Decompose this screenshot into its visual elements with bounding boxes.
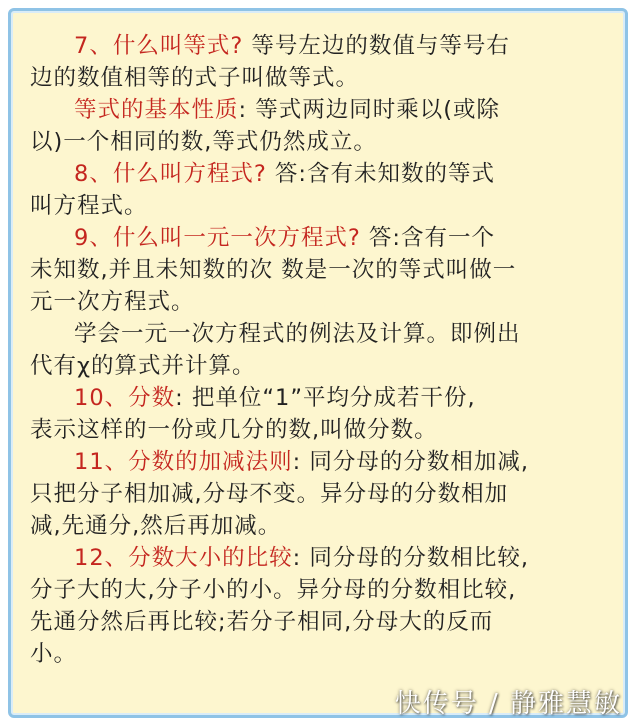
line-text: [30, 254, 600, 286]
line-text: [30, 62, 600, 94]
text-q7: 等号左边的数值与等号右: [243, 33, 510, 59]
text-q8: 答:含有未知数的等式: [266, 161, 495, 187]
line-q10: [30, 382, 600, 414]
body-text: 分子大的大,分子小的小。异分母的分数相比较,: [30, 577, 517, 603]
line-text: [30, 606, 600, 638]
body-text: 减,先通分,然后再加减。: [30, 513, 282, 539]
line-text: [30, 638, 600, 670]
text-q10: : 把单位“1”平均分成若干份,: [175, 385, 476, 411]
heading-q9: 9、什么叫一元一次方程式?: [74, 225, 361, 251]
watermark: 快传号 / 静雅慧敏: [394, 689, 622, 719]
line-q8: [30, 158, 600, 190]
body-text: 边的数值相等的式子叫做等式。: [30, 65, 360, 91]
heading-q7: 7、什么叫等式?: [74, 33, 244, 59]
text-q9: 答:含有一个: [360, 225, 495, 251]
body-text: 表示这样的一份或几分的数,叫做分数。: [30, 417, 438, 443]
line-text: [30, 286, 600, 318]
line-practice: [30, 318, 600, 350]
body-text: 先通分然后再比较;若分子相同,分母大的反而: [30, 609, 494, 635]
line-text: [30, 510, 600, 542]
line-text: [30, 574, 600, 606]
line-q11: [30, 446, 600, 478]
body-text: 学会一元一次方程式的例法及计算。即例出: [74, 321, 521, 347]
line-text: [30, 126, 600, 158]
body-text: 叫方程式。: [30, 193, 148, 219]
body-text: 未知数,并且未知数的次 数是一次的等式叫做一: [30, 257, 517, 283]
heading-q11: 11、分数的加减法则: [74, 449, 293, 475]
line-equation-property: [30, 94, 600, 126]
heading-q12: 12、分数大小的比较: [74, 545, 293, 571]
line-text: [30, 350, 600, 382]
line-text: [30, 478, 600, 510]
line-q9: [30, 222, 600, 254]
body-text: 以)一个相同的数,等式仍然成立。: [30, 129, 377, 155]
heading-q10: 10、分数: [74, 385, 176, 411]
heading-equation-property: 等式的基本性质: [74, 97, 239, 123]
document-body: [30, 30, 600, 670]
text-q11: : 同分母的分数相加减,: [292, 449, 530, 475]
body-text: 只把分子相加减,分母不变。异分母的分数相加: [30, 481, 509, 507]
body-text: 元一次方程式。: [30, 289, 195, 315]
line-text: [30, 190, 600, 222]
body-text: 代有χ的算式并计算。: [30, 353, 256, 379]
text-equation-property: : 等式两边同时乘以(或除: [238, 97, 501, 123]
body-text: 小。: [30, 641, 78, 667]
line-q7: [30, 30, 600, 62]
line-q12: [30, 542, 600, 574]
heading-q8: 8、什么叫方程式?: [74, 161, 267, 187]
line-text: [30, 414, 600, 446]
text-q12: : 同分母的分数相比较,: [292, 545, 530, 571]
